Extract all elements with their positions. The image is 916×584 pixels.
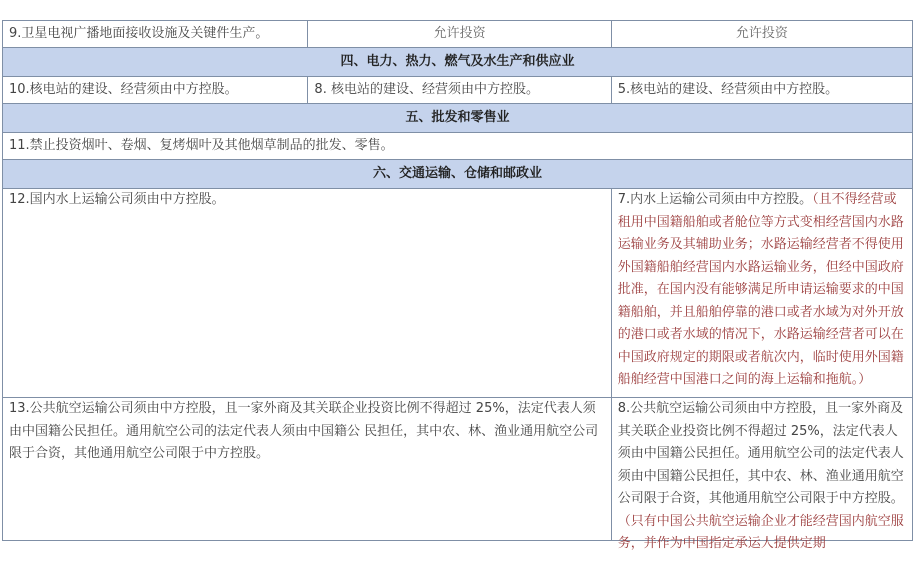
cell-r9-c2: 允许投资	[308, 21, 611, 48]
investment-comparison-table	[2, 20, 913, 551]
cell-r12-c3-note: （且不得经营或租用中国籍船舶或者舱位等方式变相经营国内水路运输业务及其辅助业务；水路运输经营者不得使用外国籍船舶经营国内水路运输业务，但经中国政府批准，在国内没有能够满足所申请运输要求的中国籍船舶，并且船舶停靠的港口或者水域为对外开放的港口或者水域的情况下，水路运输经营者可以在中国政府规定的期限或者航次内，临时使用外国籍船舶经营中国港口之间的海上运输和拖航。）	[617, 192, 904, 387]
cell-r10-c2: 8. 核电站的建设、经营须由中方控股。	[308, 77, 611, 104]
table-row	[3, 77, 913, 104]
cell-r10-c1: 10.核电站的建设、经营须由中方控股。	[3, 77, 308, 104]
table-row	[3, 21, 913, 48]
cell-r13-c3	[611, 398, 912, 551]
section-5-heading: 五、批发和零售业	[3, 104, 913, 133]
cell-r10-c3: 5.核电站的建设、经营须由中方控股。	[611, 77, 912, 104]
cell-r12-c3	[611, 189, 912, 398]
cell-r12-c3-lead: 7.内水上运输公司须由中方控股。	[617, 192, 813, 207]
cell-r13-c1: 13.公共航空运输公司须由中方控股，且一家外商及其关联企业投资比例不得超过 25%，法定代表人须由中国籍公民担任。通用航空公司的法定代表人须由中国籍公 民担任，其中农、林、渔业通用航空公司限于合资，其他通用航空公司限于中方控股。	[3, 398, 612, 541]
cell-r13-c3-lead: 8.公共航空运输公司须由中方控股，且一家外商及其关联企业投资比例不得超过 25%，法定代表人须由中国籍公民担任。通用航空公司的法定代表人须由中国籍公民担任，其中农、林、渔业通用航空公司限于合资，其他通用航空公司限于中方控股。	[617, 401, 904, 506]
table-row	[3, 189, 913, 398]
table-row	[3, 133, 913, 160]
cell-r12-c1: 12.国内水上运输公司须由中方控股。	[3, 189, 612, 398]
section-header-row	[3, 48, 913, 77]
section-4-heading: 四、电力、热力、燃气及水生产和供应业	[3, 48, 913, 77]
cell-r9-c1: 9.卫星电视广播地面接收设施及关键件生产。	[3, 21, 308, 48]
table-row	[3, 398, 913, 541]
section-header-row	[3, 160, 913, 189]
section-6-heading: 六、交通运输、仓储和邮政业	[3, 160, 913, 189]
cell-r9-c3: 允许投资	[611, 21, 912, 48]
cell-r13-c3-note: （只有中国公共航空运输企业才能经营国内航空服务，并作为中国指定承运人提供定期	[617, 513, 904, 551]
cell-r11-c1: 11.禁止投资烟叶、卷烟、复烤烟叶及其他烟草制品的批发、零售。	[3, 133, 913, 160]
section-header-row	[3, 104, 913, 133]
